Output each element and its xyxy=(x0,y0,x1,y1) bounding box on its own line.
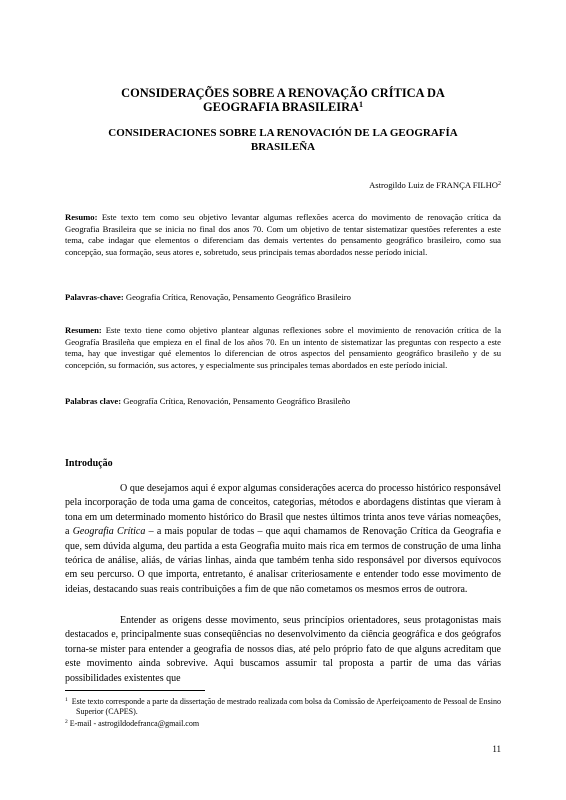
abstract-portuguese xyxy=(65,212,501,258)
footnote-ref-2: 2 xyxy=(498,181,501,187)
footnote-ref-1: 1 xyxy=(358,100,363,109)
keywords-portuguese xyxy=(65,292,501,304)
emphasis-geografia-critica: Geografia Crítica xyxy=(72,526,146,538)
keywords-spanish xyxy=(65,396,501,408)
keywords-pt-text: Geografia Crítica, Renovação, Pensamento Geográfico Brasileiro xyxy=(125,292,351,302)
footnote-2: $^2$ E-mail - astrogildodefranca@gmail.com xyxy=(65,719,200,728)
page-number: 11 xyxy=(492,744,501,754)
keywords-es-text: Geografía Crítica, Renovación, Pensamento Geográfico Brasileño xyxy=(123,396,351,406)
title-pt-line2: GEOGRAFIA BRASILEIRA$^1$ xyxy=(203,100,363,114)
keywords-pt-label: Palavras-chave: xyxy=(65,292,124,302)
title-pt-line1: CONSIDERAÇÕES SOBRE A RENOVAÇÃO CRÍTICA DA xyxy=(121,86,445,100)
abstract-spanish xyxy=(65,325,501,371)
abstract-pt-label: Resumo: xyxy=(65,212,98,222)
author xyxy=(369,180,501,190)
title-spanish xyxy=(65,126,501,154)
author-name: Astrogildo Luiz de FRANÇA FILHO xyxy=(369,180,498,190)
title-portuguese xyxy=(65,86,501,114)
keywords-es-label: Palabras clave: xyxy=(65,396,122,406)
intro-paragraph-2: Entender as origens desse movimento, seus princípios orientadores, seus protagonistas mais destacados e, principalmente suas conseqüências no desenvolvimento da ciência geográfica e dos geógrafos torna-se mister para entender a geografia de nossos dias, até pelo próprio fato de que alguns acreditam que este movimento ainda sobrevive. Aqui buscamos assumir tal proposta a partir de uma das várias possibilidades existentes que xyxy=(65,615,501,684)
abstract-es-text: Este texto tiene como objetivo plantear algunas reflexiones sobre el movimiento de renovación crítica de la Geografía Brasileña que empieza en el final de los años 70. En un intento de sistematizar las preguntas con respecto a este tema, hay que investigar qué elementos lo diferencian de otros aspectos del pensamiento geográfico brasileño y de su concepción, su formación, sus actores, y especialmente sus principales temas abordados en este período inicial. xyxy=(65,325,502,370)
abstract-es-label: Resumen: xyxy=(65,325,102,335)
section-heading-introducao: Introdução xyxy=(65,458,113,469)
footnote-1: $^1$ Este texto corresponde a parte da dissertação de mestrado realizada com bolsa da Comissão de Aperfeiçoamento de Pessoal de Ensino Superior (CAPES). xyxy=(65,697,501,716)
title-es-line1: CONSIDERACIONES SOBRE LA RENOVACIÓN DE LA GEOGRAFÍA xyxy=(108,127,458,139)
title-es-line2: BRASILEÑA xyxy=(250,141,316,153)
intro-paragraph-1: O que desejamos aqui é expor algumas considerações acerca do processo histórico responsável pela incorporação de toda uma gama de conceitos, categorias, métodos e abordagens distintas que vieram à tona em um determinado momento histórico do Brasil que nestes últimos trinta anos teve várias nomeações, a Geografia Crítica – a mais popular de todas – que aqui chamamos de Renovação Crítica da Geografia e que, sem dúvida alguma, deu partida a esta Geografia muito mais rica em termos de construção de uma linha teórica de análise, aliás, de várias linhas, ainda que também tenha sido responsável por diversos equívocos em seu percurso. O que importa, entretanto, é analisar criteriosamente e entender todo esse movimento de ideias, destacando suas reais contribuições a fim de que não cometamos os mesmos erros de outrora. xyxy=(65,483,501,595)
abstract-pt-text: Este texto tem como seu objetivo levantar algumas reflexões acerca do movimento de renovação crítica da Geografia Brasileira que se inicia no final dos anos 70. Com um objetivo de tentar sistematizar questões referentes a este tema, cabe indagar que elementos o diferenciam das demais vertentes do pensamento geográfico brasileiro, como sua concepção, sua formação, seus atores e, sobretudo, seus principais temas abordados nesse período inicial. xyxy=(65,212,501,257)
footnote-divider xyxy=(65,690,205,691)
